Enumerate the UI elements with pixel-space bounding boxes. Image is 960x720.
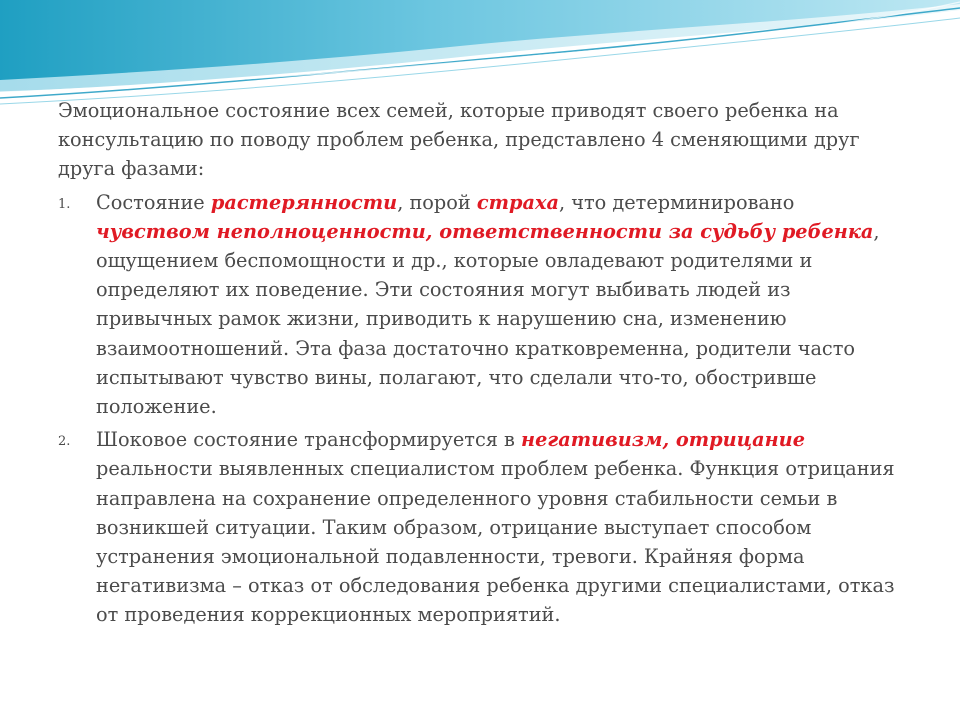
slide-content [58,96,908,634]
phase-list [58,188,908,630]
list-item [58,188,908,422]
emphasized-phrase: страха [476,190,559,214]
text-segment: , порой [397,190,477,214]
list-item-text [96,191,880,418]
text-segment: Состояние [96,190,211,214]
list-item-number: 2. [58,434,71,450]
text-segment: Шоковое состояние трансформируется в [96,428,522,452]
emphasized-phrase: негативизм, отрицание [521,428,805,452]
emphasized-phrase: чувством неполноценности, ответственности за судьбу ребенка [96,219,874,243]
emphasized-phrase: растерянности [210,190,398,214]
text-segment: , что детерминировано [558,190,795,214]
list-item-text [96,428,895,626]
text-segment: реальности выявленных специалистом проблем ребенка. Функция отрицания направлена на сохранение определенного уровня стабильности семьи в возникшей ситуации. Таким образом, отрицание выступает способом устранения эмоциональной подавленности, тревоги. Крайняя форма негативизма – отказ от обследования ребенка другими специалистами, отказ от проведения коррекционных мероприятий. [96,457,895,627]
text-segment: , ощущением беспомощности и др., которые овладевают родителями и определяют их поведение. Эти состояния могут выбивать людей из привычных рамок жизни, приводить к нарушению сна, изменению взаимоотношений. Эта фаза достаточно кратковременна, родители часто испытывают чувство вины, полагают, что сделали что-то, обостривше положение. [96,219,880,419]
list-item-number: 1. [58,196,71,212]
intro-paragraph: Эмоциональное состояние всех семей, которые приводят своего ребенка на консультацию по поводу проблем ребенка, представлено 4 сменяющими друг друга фазами: [58,99,860,181]
list-item [58,425,908,629]
